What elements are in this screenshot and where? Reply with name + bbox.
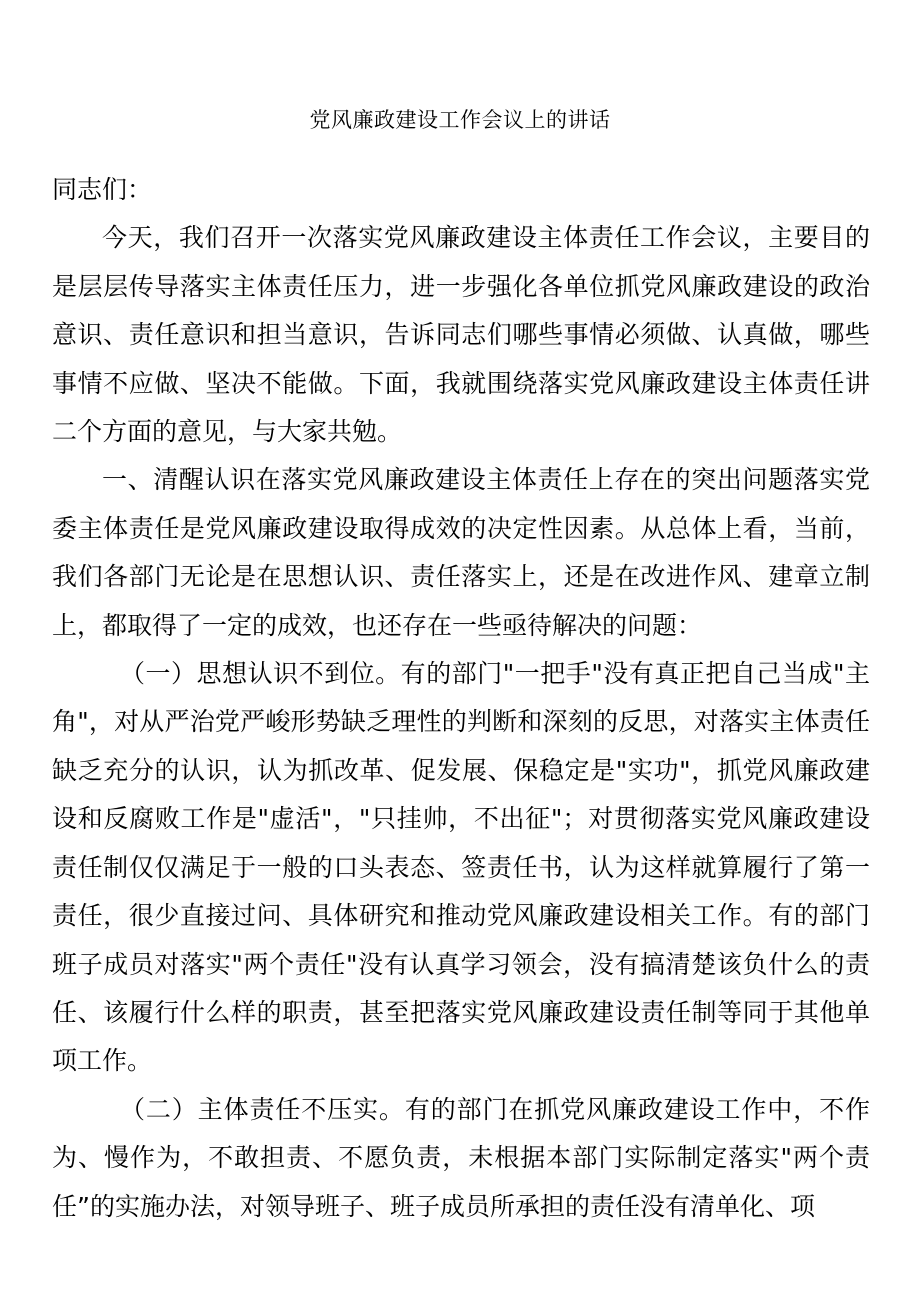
paragraph-intro: 今天，我们召开一次落实党风廉政建设主体责任工作会议，主要目的是层层传导落实主体责任压力，进一步强化各单位抓党风廉政建设的政治意识、责任意识和担当意识，告诉同志们哪些事情必须做、认真做，哪些事情不应做、坚决不能做。下面，我就围绕落实党风廉政建设主体责任讲二个方面的意见，与大家共勉。 xyxy=(52,223,870,447)
document-title: 党风廉政建设工作会议上的讲话 xyxy=(309,108,611,132)
salutation: 同志们： xyxy=(52,175,153,204)
paragraph-subsection-two: （二）主体责任不压实。有的部门在抓党风廉政建设工作中，不作为、慢作为，不敢担责、不愿负责，未根据本部门实际制定落实"两个责任”的实施办法，对领导班子、班子成员所承担的责任没有清单化、项 xyxy=(52,1094,870,1221)
paragraph-section-one: 一、清醒认识在落实党风廉政建设主体责任上存在的突出问题落实党委主体责任是党风廉政建设取得成效的决定性因素。从总体上看，当前，我们各部门无论是在思想认识、责任落实上，还是在改进作风、建章立制上，都取得了一定的成效，也还存在一些亟待解决的问题： xyxy=(52,465,870,640)
document-body xyxy=(52,166,870,1231)
paragraph-subsection-one: （一）思想认识不到位。有的部门"一把手"没有真正把自己当成"主角"，对从严治党严峻形势缺乏理性的判断和深刻的反思，对落实主体责任缺乏充分的认识，认为抓改革、促发展、保稳定是"实功"，抓党风廉政建设和反腐败工作是"虚活"，"只挂帅，不出征"；对贯彻落实党风廉政建设责任制仅仅满足于一般的口头表态、签责任书，认为这样就算履行了第一责任，很少直接过问、具体研究和推动党风廉政建设相关工作。有的部门班子成员对落实"两个责任"没有认真学习领会，没有搞清楚该负什么的责任、该履行什么样的职责，甚至把落实党风廉政建设责任制等同于其他单项工作。 xyxy=(52,659,870,1076)
